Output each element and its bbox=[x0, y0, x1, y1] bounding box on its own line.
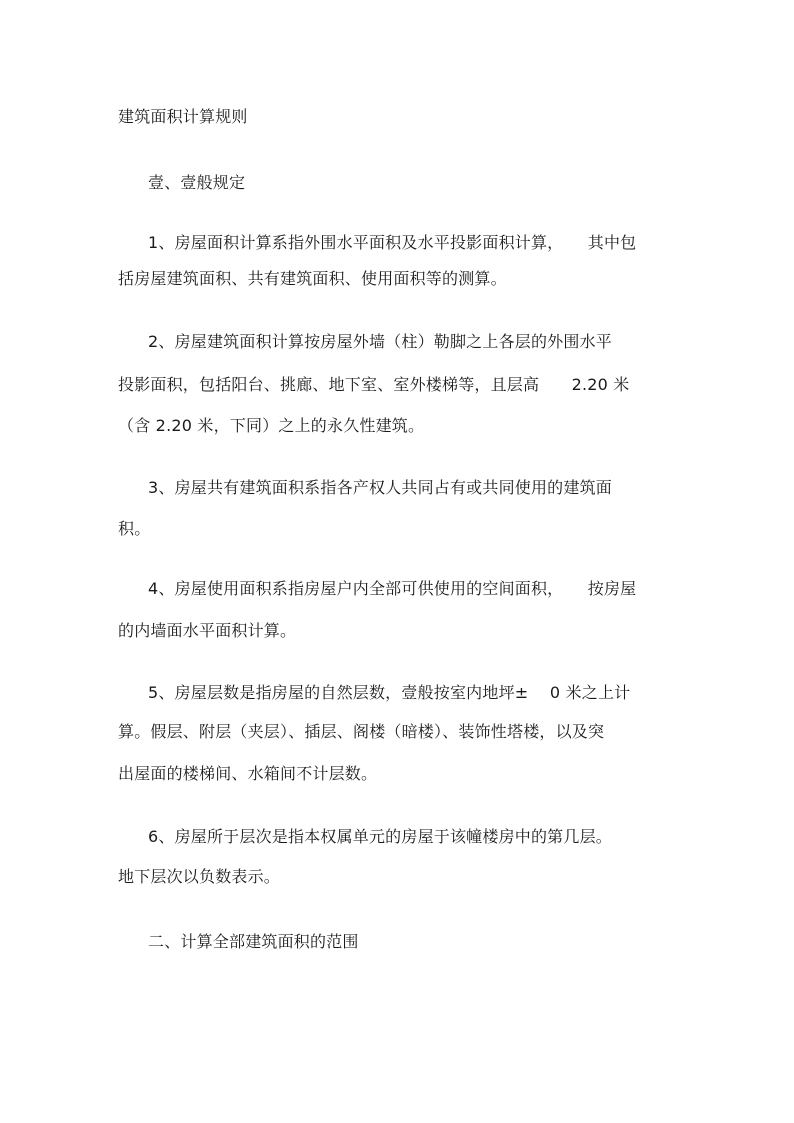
paragraph-5-line-2: 算。假层、附层（夹层）、插层、阁楼（暗楼）、装饰性塔楼，以及突 bbox=[118, 722, 605, 741]
paragraph-3-line-2: 积。 bbox=[118, 519, 151, 538]
paragraph-2-line-3: （含 2.20 米，下同）之上的永久性建筑。 bbox=[118, 416, 425, 435]
paragraph-3-line-1: 3、房屋共有建筑面积系指各产权人共同占有或共同使用的建筑面 bbox=[148, 478, 612, 497]
paragraph-1-line-1: 1、房屋面积计算系指外围水平面积及水平投影面积计算， 其中包 bbox=[148, 233, 637, 252]
paragraph-4-line-1: 4、房屋使用面积系指房屋户内全部可供使用的空间面积， 按房屋 bbox=[148, 579, 637, 598]
document-title: 建筑面积计算规则 bbox=[118, 107, 248, 126]
paragraph-2-line-2: 投影面积，包括阳台、挑廊、地下室、室外楼梯等，且层高 2.20 米 bbox=[118, 375, 630, 394]
paragraph-5-line-1: 5、房屋层数是指房屋的自然层数，壹般按室内地坪± 0 米之上计 bbox=[148, 683, 631, 702]
paragraph-4-line-2: 的内墙面水平面积计算。 bbox=[118, 621, 297, 640]
section-heading-full-area-scope: 二、计算全部建筑面积的范围 bbox=[148, 932, 359, 951]
paragraph-5-line-3: 出屋面的楼梯间、水箱间不计层数。 bbox=[118, 764, 378, 783]
paragraph-6-line-1: 6、房屋所于层次是指本权属单元的房屋于该幢楼房中的第几层。 bbox=[148, 827, 612, 846]
section-heading-general-rules: 壹、壹般规定 bbox=[148, 173, 246, 192]
paragraph-2-line-1: 2、房屋建筑面积计算按房屋外墙（柱）勒脚之上各层的外围水平 bbox=[148, 332, 612, 351]
paragraph-1-line-2: 括房屋建筑面积、共有建筑面积、使用面积等的测算。 bbox=[118, 269, 507, 288]
paragraph-6-line-2: 地下层次以负数表示。 bbox=[118, 867, 281, 886]
